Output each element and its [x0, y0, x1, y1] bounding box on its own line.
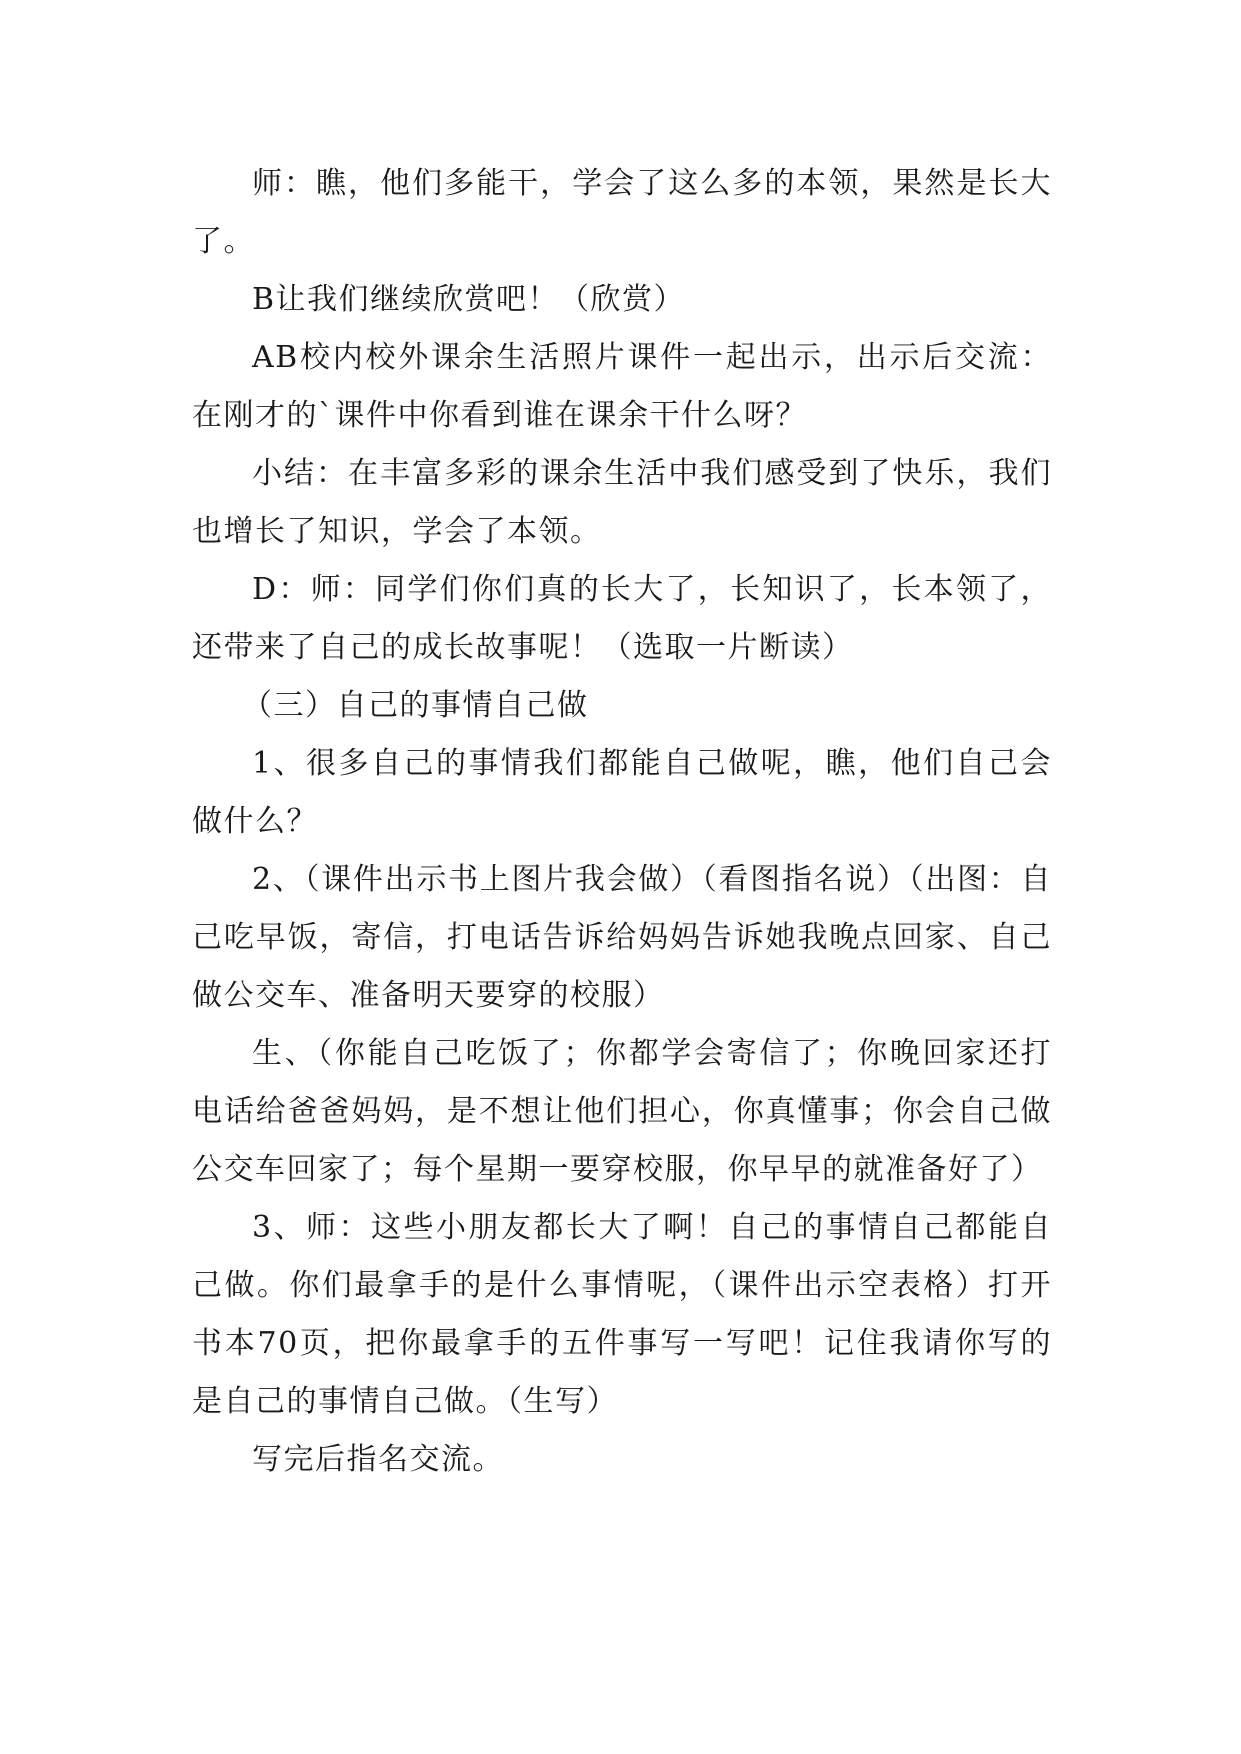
paragraph-closing: 写完后指名交流。 [252, 1442, 504, 1477]
paragraph-item-3: 3、师：这些小朋友都长大了啊！自己的事情自己都能自己做。你们最拿手的是什么事情呢，（课件出示空表格）打开书本70页，把你最拿手的五件事写一写吧！记住我请你写的是自己的事情自己做。（生写） [192, 1210, 1052, 1419]
section-heading-do-it-yourself: （三）自己的事情自己做 [242, 688, 589, 723]
paragraph-student-responses: 生、（你能自己吃饭了；你都学会寄信了；你晚回家还打电话给爸爸妈妈，是不想让他们担心，你真懂事；你会自己做公交车回家了；每个星期一要穿校服，你早早的就准备好了） [192, 1036, 1052, 1187]
paragraph-item-2: 2、（课件出示书上图片我会做）（看图指名说）（出图：自己吃早饭，寄信，打电话告诉给妈妈告诉她我晚点回家、自己做公交车、准备明天要穿的校服） [192, 862, 1052, 1013]
document-body [192, 155, 1052, 1489]
paragraph-photo-courseware: AB校内校外课余生活照片课件一起出示，出示后交流：在刚才的`课件中你看到谁在课余干什么呀？ [192, 340, 1052, 433]
paragraph-growth-stories: D：师：同学们你们真的长大了，长知识了，长本领了，还带来了自己的成长故事呢！（选取一片断读） [192, 572, 1052, 665]
paragraph-item-1: 1、很多自己的事情我们都能自己做呢，瞧，他们自己会做什么？ [192, 746, 1052, 839]
paragraph-summary: 小结：在丰富多彩的课余生活中我们感受到了快乐，我们也增长了知识，学会了本领。 [192, 456, 1052, 549]
paragraph-teacher-praise: 师：瞧，他们多能干，学会了这么多的本领，果然是长大了。 [192, 166, 1052, 259]
paragraph-continue-appreciation: B让我们继续欣赏吧！（欣赏） [252, 282, 686, 317]
